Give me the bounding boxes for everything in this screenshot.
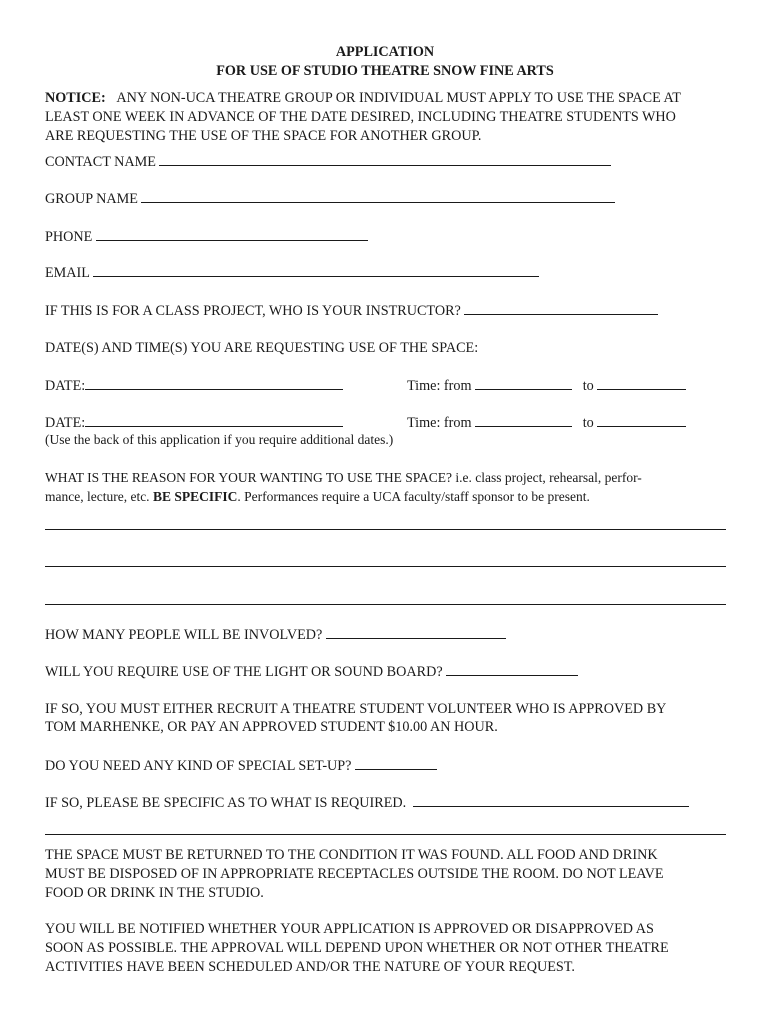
instructor-row (45, 301, 658, 320)
setup-specific-label: IF SO, PLEASE BE SPECIFIC AS TO WHAT IS REQUIRED. (45, 795, 407, 811)
setup-label: DO YOU NEED ANY KIND OF SPECIAL SET-UP? (45, 758, 352, 774)
back-note: (Use the back of this application if you require additional dates.) (45, 432, 394, 447)
contact-name-field[interactable] (159, 152, 611, 166)
reason-answer-line-3[interactable] (45, 604, 726, 605)
date-field-1[interactable] (85, 376, 343, 390)
instructor-label: IF THIS IS FOR A CLASS PROJECT, WHO IS YOUR INSTRUCTOR? (45, 303, 461, 319)
group-name-row (45, 189, 615, 208)
notify-line-3: ACTIVITIES HAVE BEEN SCHEDULED AND/OR THE NATURE OF YOUR REQUEST. (45, 959, 575, 975)
date-label-2: DATE: (45, 415, 86, 431)
time-row-2 (407, 413, 686, 432)
be-specific: BE SPECIFIC (152, 489, 238, 504)
email-field[interactable] (93, 263, 539, 277)
setup-specific-row (45, 793, 689, 812)
time-from-field-2[interactable] (475, 413, 572, 427)
time-from-field-1[interactable] (475, 376, 572, 390)
people-row (45, 625, 506, 644)
phone-row (45, 227, 368, 246)
notice-line-3: ARE REQUESTING THE USE OF THE SPACE FOR ANOTHER GROUP. (45, 128, 482, 144)
time-to-label-2: to (582, 415, 594, 431)
notice-label: NOTICE: (45, 90, 106, 106)
title-line-2: FOR USE OF STUDIO THEATRE SNOW FINE ARTS (216, 63, 554, 79)
email-row (45, 263, 539, 282)
people-label: HOW MANY PEOPLE WILL BE INVOLVED? (45, 627, 323, 643)
instructor-field[interactable] (464, 301, 658, 315)
contact-name-row (45, 152, 611, 171)
time-row-1 (407, 376, 686, 395)
recruit-line-2: TOM MARHENKE, OR PAY AN APPROVED STUDENT $10.00 AN HOUR. (45, 719, 498, 735)
phone-label: PHONE (45, 229, 93, 245)
notify-line-2: SOON AS POSSIBLE. THE APPROVAL WILL DEPEND UPON WHETHER OR NOT OTHER THEATRE (45, 940, 669, 956)
time-to-label-1: to (582, 378, 594, 394)
recruit-line-1: IF SO, YOU MUST EITHER RECRUIT A THEATRE STUDENT VOLUNTEER WHO IS APPROVED BY (45, 701, 667, 717)
date-label-1: DATE: (45, 378, 86, 394)
board-label: WILL YOU REQUIRE USE OF THE LIGHT OR SOUND BOARD? (45, 664, 443, 680)
contact-name-label: CONTACT NAME (45, 154, 156, 170)
reason-line-2 (45, 488, 590, 506)
setup-specific-field[interactable] (413, 793, 689, 807)
email-label: EMAIL (45, 265, 90, 281)
reason-line-2-b: . Performances require a UCA faculty/staff sponsor to be present. (237, 489, 590, 504)
time-from-label-2: Time: from (407, 415, 472, 431)
date-row-2 (45, 413, 343, 432)
notify-line-1: YOU WILL BE NOTIFIED WHETHER YOUR APPLICATION IS APPROVED OR DISAPPROVED AS (45, 921, 654, 937)
reason-answer-line-2[interactable] (45, 566, 726, 567)
condition-line-2: MUST BE DISPOSED OF IN APPROPRIATE RECEPTACLES OUTSIDE THE ROOM. DO NOT LEAVE (45, 866, 664, 882)
group-name-field[interactable] (141, 189, 615, 203)
board-field[interactable] (446, 662, 578, 676)
setup-answer-line[interactable] (45, 834, 726, 835)
dates-heading: DATE(S) AND TIME(S) YOU ARE REQUESTING USE OF THE SPACE: (45, 340, 479, 356)
condition-line-3: FOOD OR DRINK IN THE STUDIO. (45, 885, 264, 901)
phone-field[interactable] (96, 227, 368, 241)
time-from-label-1: Time: from (407, 378, 472, 394)
notice-line-2: LEAST ONE WEEK IN ADVANCE OF THE DATE DESIRED, INCLUDING THEATRE STUDENTS WHO (45, 109, 676, 125)
reason-line-1: WHAT IS THE REASON FOR YOUR WANTING TO USE THE SPACE? i.e. class project, rehearsal, perfor- (45, 470, 642, 485)
condition-line-1: THE SPACE MUST BE RETURNED TO THE CONDITION IT WAS FOUND. ALL FOOD AND DRINK (45, 847, 658, 863)
setup-field[interactable] (355, 756, 437, 770)
date-field-2[interactable] (85, 413, 343, 427)
notice-text-1: ANY NON-UCA THEATRE GROUP OR INDIVIDUAL MUST APPLY TO USE THE SPACE AT (116, 90, 681, 106)
date-row-1 (45, 376, 343, 395)
reason-line-2-a: mance, lecture, etc. (45, 489, 153, 504)
time-to-field-1[interactable] (597, 376, 686, 390)
time-to-field-2[interactable] (597, 413, 686, 427)
group-name-label: GROUP NAME (45, 191, 138, 207)
notice-line-1 (45, 89, 681, 107)
title-line-1: APPLICATION (335, 44, 435, 60)
people-field[interactable] (326, 625, 506, 639)
reason-answer-line-1[interactable] (45, 529, 726, 530)
setup-row (45, 756, 437, 775)
board-row (45, 662, 578, 681)
